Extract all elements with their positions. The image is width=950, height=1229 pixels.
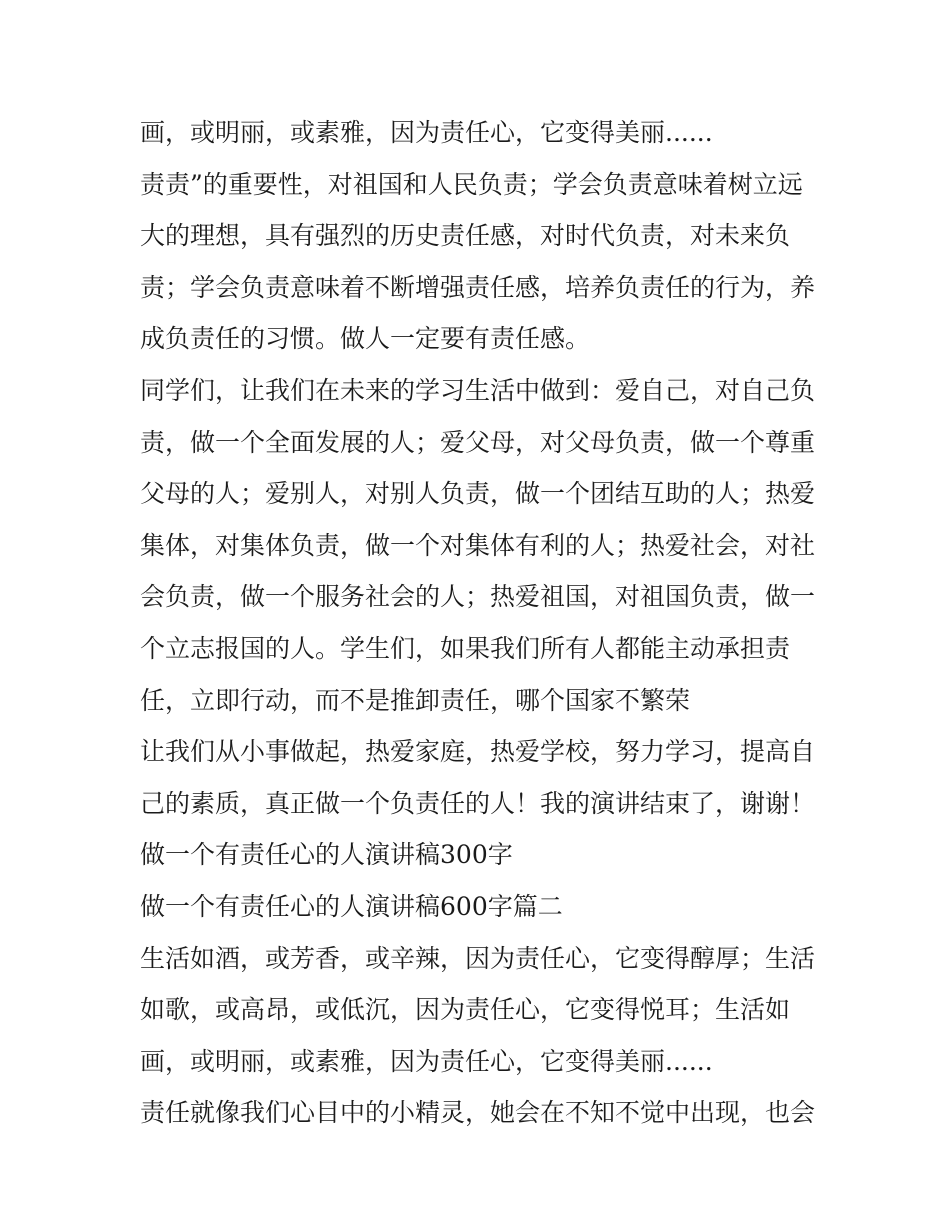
text-line: 父母的人；爱别人，对别人负责，做一个团结互助的人；热爱 — [140, 479, 816, 509]
text-line: 同学们，让我们在未来的学习生活中做到：爱自己，对自己负 — [140, 375, 816, 405]
text-line: 集体，对集体负责，做一个对集体有利的人；热爱社会，对社 — [140, 530, 816, 560]
text-line: 责任就像我们心目中的小精灵，她会在不知不觉中出现，也会 — [140, 1098, 816, 1128]
document-body — [140, 107, 820, 1139]
text-line: 成负责任的习惯。做人一定要有责任感。 — [140, 324, 591, 354]
text-line: 己的素质，真正做一个负责任的人！我的演讲结束了，谢谢！ — [140, 788, 816, 818]
text-line: 任，立即行动，而不是推卸责任，哪个国家不繁荣 — [140, 685, 691, 715]
text-line: 个立志报国的人。学生们，如果我们所有人都能主动承担责 — [140, 633, 791, 663]
text-line: 会负责，做一个服务社会的人；热爱祖国，对祖国负责，做一 — [140, 582, 816, 612]
text-line: 画，或明丽，或素雅，因为责任心，它变得美丽...... — [140, 1046, 713, 1076]
text-line: 大的理想，具有强烈的历史责任感，对时代负责，对未来负 — [140, 221, 791, 251]
text-line: 责；学会负责意味着不断增强责任感，培养负责任的行为，养 — [140, 272, 816, 302]
heading-line: 做一个有责任心的人演讲稿300字 — [140, 840, 513, 870]
text-line: 让我们从小事做起，热爱家庭，热爱学校，努力学习，提高自 — [140, 737, 816, 767]
text-line: 如歌，或高昂，或低沉，因为责任心，它变得悦耳；生活如 — [140, 995, 791, 1025]
heading-line: 做一个有责任心的人演讲稿600字篇二 — [140, 891, 563, 921]
text-line: 责，做一个全面发展的人；爱父母，对父母负责，做一个尊重 — [140, 427, 816, 457]
text-line: 生活如酒，或芳香，或辛辣，因为责任心，它变得醇厚；生活 — [140, 943, 816, 973]
text-line: 画，或明丽，或素雅，因为责任心，它变得美丽...... — [140, 118, 713, 147]
text-line: 责责”的重要性，对祖国和人民负责；学会负责意味着树立远 — [140, 169, 803, 199]
